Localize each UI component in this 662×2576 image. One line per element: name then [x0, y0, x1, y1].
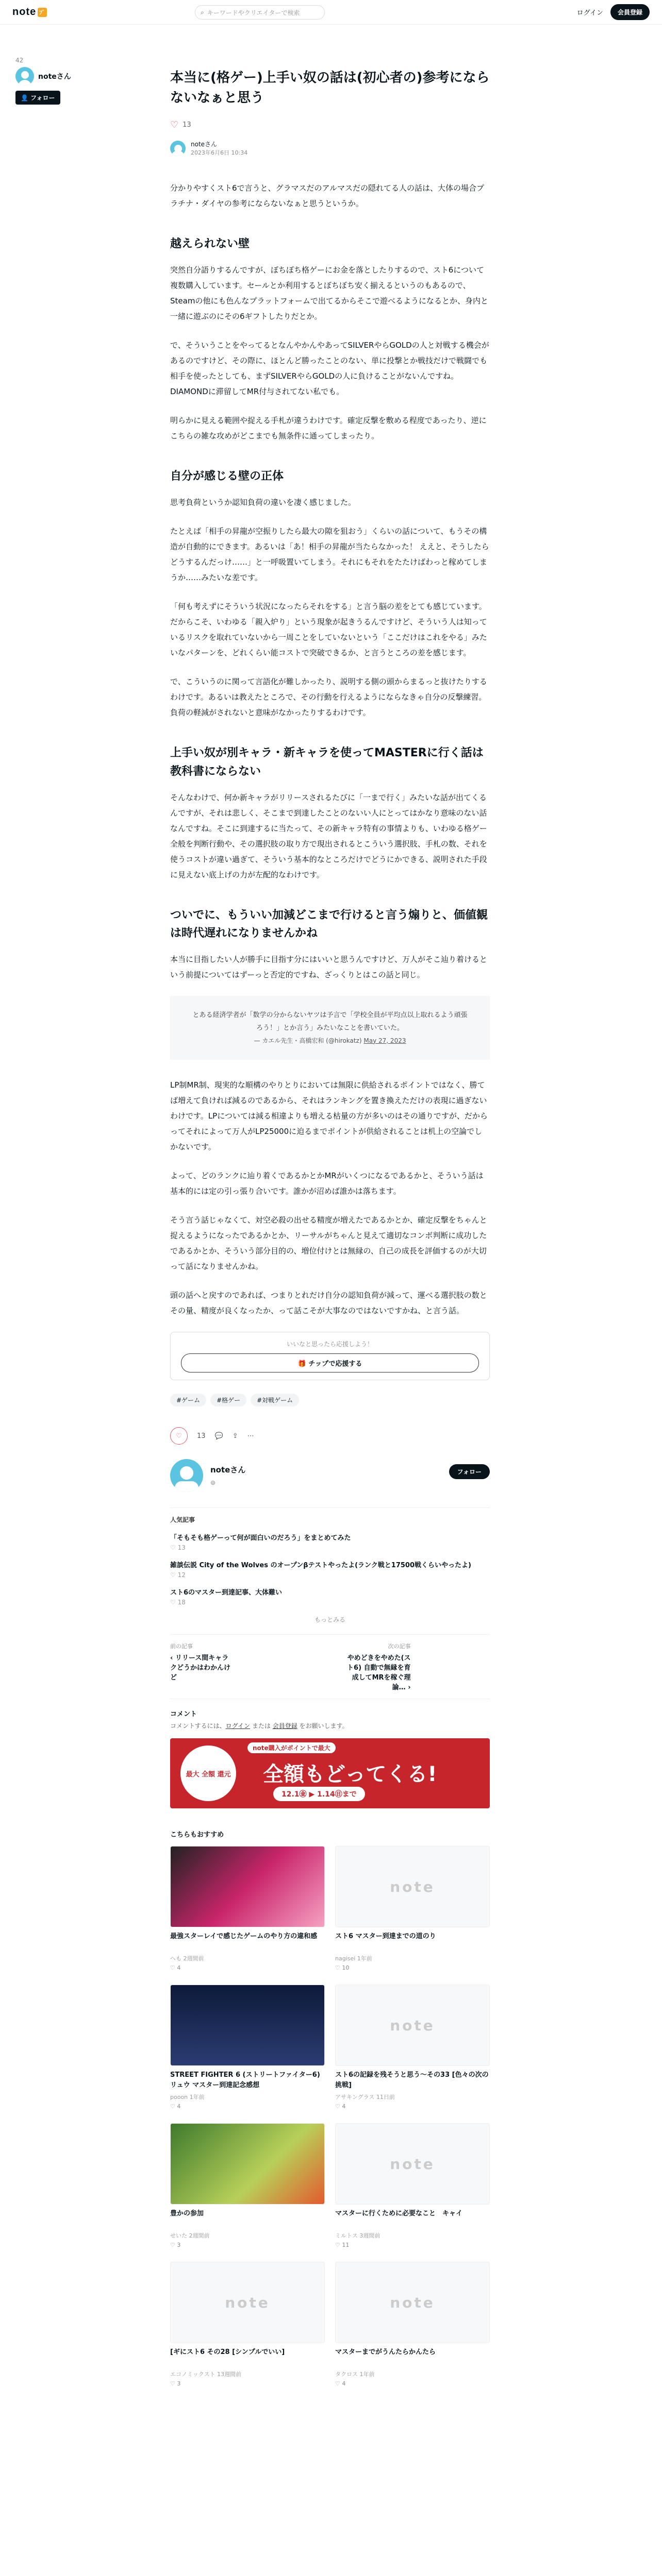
- article-thumbnail: [170, 2123, 325, 2205]
- recommended-article[interactable]: [170, 1985, 325, 2110]
- tweet-date[interactable]: May 27, 2023: [363, 1037, 406, 1044]
- rec-title: 豊かの参加: [170, 2210, 204, 2218]
- campaign-banner[interactable]: [170, 1738, 490, 1808]
- paragraph: 明らかに見える範囲や捉える手札が違うわけです。確定反撃を敷める程度であったり、逆にこちらの雑な攻めがどこまでも無条件に通ってしまったり。: [170, 416, 487, 441]
- rec-likes: 4: [177, 2103, 181, 2110]
- side-follow-button[interactable]: 👤 フォロー: [15, 91, 60, 105]
- paragraph: そんなわけで、何か新キャラがリリースされるたびに「一まで行く」みたいな話が出てくるんですが、それは悲しく、そこまで到達したことのないい人にとってはかなり意味のない話なんですね。そこに到達するに当たって、その新キャラ特有の事情よりも、いわゆる格ゲー全般を判断行動や、その選択肢の取り方で現出されるとこういう選択肢、手札の数、それを使うコストが違い過ぎて、そういう基本的なところだけでどうにかできる、説明された手段に見えない底上げの力が左配的なわけです。: [170, 792, 487, 879]
- heading: 上手い奴が別キャラ・新キャラを使ってMASTERに行く話は教科書にならない: [170, 747, 484, 778]
- rec-user: せいた 2週間前: [170, 2232, 210, 2240]
- heart-icon: ♡: [170, 2380, 175, 2387]
- heart-icon: ♡: [335, 2242, 340, 2249]
- tag-list: [170, 1394, 490, 1406]
- like-count: 13: [183, 121, 191, 129]
- search-placeholder: キーワードやクリエイターで検索: [207, 9, 300, 16]
- comment-section: [170, 1708, 490, 1730]
- login-button[interactable]: ログイン: [576, 9, 603, 17]
- heading: 越えられない壁: [170, 238, 250, 250]
- article-thumbnail: note: [335, 2262, 490, 2343]
- side-count: 42: [15, 57, 24, 64]
- next-label: 次の記事: [388, 1643, 411, 1650]
- article-thumbnail: [170, 1846, 325, 1927]
- comment-heading: コメント: [170, 1710, 197, 1719]
- more-link[interactable]: もっとみる: [314, 1616, 345, 1624]
- creator-name[interactable]: noteさん: [210, 1465, 246, 1475]
- action-bar: [170, 1427, 490, 1445]
- heart-icon: ♡: [335, 2380, 340, 2387]
- heart-icon: ♡: [176, 1432, 182, 1440]
- rec-likes: 4: [342, 2103, 346, 2110]
- popular-item[interactable]: [170, 1528, 490, 1555]
- popular-label: 人気記事: [170, 1507, 490, 1524]
- creator-card: [170, 1459, 490, 1499]
- heart-icon: ♡: [335, 2103, 340, 2110]
- popular-item[interactable]: [170, 1583, 490, 1610]
- chevron-left-icon: ‹: [170, 1654, 173, 1663]
- rec-likes: 11: [342, 2242, 350, 2249]
- comment-mid: または: [250, 1722, 273, 1730]
- recommendations-heading: こちらもおすすめ: [170, 1831, 224, 1839]
- tweet-text: とある経済学者が「数学の分からないヤツは予言で「学校全員が平均点以上取れるよう頑張ろう！」とか言う」みたいなことを書いていた。: [192, 1011, 468, 1032]
- note-logo[interactable]: note ﾌﾞ: [12, 6, 47, 18]
- article-thumbnail: note: [335, 1846, 490, 1927]
- prev-title: リリース間キャラクどうかはわかんけど: [170, 1654, 231, 1682]
- popular-likes: 13: [177, 1544, 186, 1552]
- article-title: 本当に(格ゲー)上手い奴の話は(初心者の)参考にならないなぁと思う: [170, 70, 490, 106]
- paragraph: 本当に目指したい人が勝手に目指す分にはいいと思うんですけど、万人がそこ辿り着けるという前提についてはずーっと否定的ですね、ざっくりとはこの話と同じ。: [170, 955, 488, 980]
- rec-title: スト6 マスター到達までの道のり: [335, 1933, 436, 1941]
- paragraph: 突然自分語りするんですが、ぼちぼち格ゲーにお金を落としたりするので、スト6について複数購入しています。セールとか利用するとぼちぼち安く揃えるというのもあるので、Steamの他にも色んなプラットフォームで出てるからそこで遊べるようになるとか、身内と一緒に遊ぶのにその6ギフトしたりだとか。: [170, 265, 488, 321]
- search-icon: ⌕: [201, 8, 204, 16]
- article-thumbnail: note: [335, 2123, 490, 2205]
- article-nav: [170, 1634, 490, 1699]
- heart-icon: ♡: [170, 2103, 175, 2110]
- popular-likes: 12: [177, 1571, 186, 1579]
- comment-text: コメントするには、: [170, 1722, 226, 1730]
- logo-badge: ﾌﾞ: [38, 8, 47, 17]
- prev-label: 前の記事: [170, 1643, 193, 1650]
- article: [170, 25, 490, 2408]
- popular-item[interactable]: [170, 1555, 490, 1583]
- popular-title: スト6のマスター到達記事、大体難い: [170, 1589, 283, 1597]
- recommended-article[interactable]: [170, 2262, 325, 2387]
- comment-tail: をお願いします。: [297, 1722, 349, 1730]
- paragraph: たとえば「相手の昇龍が空振りしたら最大の隙を狙おう」くらいの話について、もうその構造が自動的にできます。あるいは「あ！相手の昇龍が当たらなかった！ ええと、そうしたらどうするんだっけ……」と一呼吸置いてしまう。それにもそれをたたけばわっと稼めてしまうか……みたいな差です。: [170, 527, 489, 583]
- recommended-article[interactable]: [170, 1846, 325, 1971]
- tag[interactable]: #格ゲー: [210, 1394, 246, 1406]
- heading: 自分が感じる壁の正体: [170, 470, 284, 483]
- rec-likes: 10: [342, 1964, 350, 1972]
- paragraph: で、こういうのに関って言語化が難しかったり、説明する側の頭からまるっと抜けたりするわけです。あるいは教えたところで、その行動を行えるようにならなきゃ自分の反撃練習。負荷の軽減がされないと意味がなかったりするわけです。: [170, 677, 487, 718]
- heart-icon[interactable]: ♡: [170, 120, 179, 130]
- chevron-right-icon: ›: [408, 1684, 411, 1692]
- paragraph: LP制MR制、現実的な順構のやりとりにおいては無限に供給されるポイントではなく、勝てば増えて負ければ減るのであるから、それはランキングを置き換えただけの表現に過ぎないわけです。LPについては減る相違よりも増える枯量の方が多いのはその通りですが、だからってそれによって万人がLP25000に迫るまでポイントが供給されることは机上の空論でしかないです。: [170, 1080, 488, 1152]
- popular-likes: 18: [177, 1599, 186, 1606]
- rec-title: マスターまでがうんたらかんたら: [335, 2348, 436, 2357]
- tip-box: [170, 1332, 490, 1380]
- next-article[interactable]: [346, 1642, 490, 1691]
- rec-user: pooon 1年前: [170, 2094, 205, 2101]
- rss-icon[interactable]: ⊚: [210, 1479, 216, 1487]
- tag[interactable]: #ゲーム: [170, 1394, 206, 1406]
- signup-link[interactable]: 会員登録: [272, 1722, 297, 1730]
- banner-headline: 全額もどってくる!: [263, 1762, 437, 1787]
- paragraph: 思考負荷というか認知負荷の違いを凄く感じました。: [170, 498, 356, 507]
- rec-title: スト6の記録を残そうと思う～その33 [色々の次の挑戦]: [335, 2071, 489, 2089]
- rec-likes: 4: [177, 1964, 181, 1972]
- rec-title: STREET FIGHTER 6 (ストリートファイター6) リュウ マスター到達記念感想: [170, 2071, 320, 2089]
- heart-icon: ♡: [170, 1571, 176, 1579]
- banner-date: 12.1㊎ ▶ 1.14㊐まで: [273, 1787, 365, 1801]
- rec-title: [ギにスト6 その28 [シンプルでいい]: [170, 2348, 285, 2357]
- like-count: 13: [197, 1432, 206, 1440]
- author-name[interactable]: noteさん: [191, 141, 218, 148]
- tip-button[interactable]: 🎁 チップで応援する: [181, 1353, 479, 1372]
- author-avatar[interactable]: [170, 141, 186, 156]
- heading: ついでに、もういい加減どこまで行けると言う煽りと、価値観は時代遅れになりませんかね: [170, 908, 488, 940]
- paragraph: で、そういうことをやってるとなんやかんやあってSILVERやらGOLDの人と対戦する機会があるのですけど、その際に、ほとんど勝ったことのない、単に投撃とか戦技だけで戦闘でも相手を使ったとしても、まずSILVERやらGOLDの人に負けることがないんですね。DIAMONDに滞留してMR付与されてない私でも。: [170, 341, 489, 397]
- heart-icon: ♡: [170, 1964, 175, 1972]
- more-icon[interactable]: ⋯: [247, 1432, 254, 1440]
- article-thumbnail: note: [170, 2262, 325, 2343]
- side-author-name[interactable]: noteさん: [38, 73, 71, 81]
- header: [0, 0, 662, 25]
- publish-date: 2023年6月6日 10:34: [191, 149, 248, 156]
- popular-title: 「そもそも格ゲーって何が面白いのだろう」をまとめてみた: [170, 1534, 351, 1543]
- rec-user: nagisei 1年前: [335, 1955, 372, 1962]
- rec-likes: 3: [177, 2380, 181, 2387]
- recommended-article[interactable]: [170, 2123, 325, 2248]
- search-input[interactable]: [195, 5, 325, 20]
- gift-icon: 🎁: [297, 1360, 306, 1368]
- rec-user: ミルトス 3週間前: [335, 2232, 380, 2240]
- next-title: やめどきをやめた(スト6) 自動で無縁を育成してMRを稼ぐ理論…: [347, 1654, 411, 1692]
- avatar[interactable]: [15, 67, 34, 86]
- banner-circle: 最大 全額 還元: [180, 1745, 236, 1801]
- rec-title: 最強スターレイで感じたゲームのやり方の違和感: [170, 1933, 318, 1941]
- article-thumbnail: note: [335, 1985, 490, 2066]
- banner-caption: note購入がポイントで最大: [247, 1742, 336, 1753]
- tweet-author: — カエル先生・高橋宏和 (@hirokatz): [254, 1037, 362, 1044]
- embedded-tweet[interactable]: [170, 996, 490, 1060]
- like-button[interactable]: [170, 1427, 188, 1445]
- prev-article[interactable]: [170, 1642, 314, 1691]
- comment-icon[interactable]: 💬: [214, 1432, 223, 1440]
- paragraph: 分かりやすくスト6で言うと、グラマスだのアルマスだの隠れてる人の話は、大体の場合プラチナ・ダイヤの参考にならないなぁと思うというか。: [170, 183, 484, 208]
- recommended-article[interactable]: [335, 2262, 490, 2387]
- share-icon[interactable]: ⇪: [232, 1432, 238, 1440]
- signup-button[interactable]: 会員登録: [610, 4, 650, 20]
- heart-icon: ♡: [335, 1964, 340, 1972]
- tip-prompt: いいなと思ったら応援しよう！: [286, 1341, 373, 1348]
- recommended-article[interactable]: [335, 1985, 490, 2110]
- heart-icon: ♡: [170, 1544, 176, 1552]
- heart-icon: ♡: [170, 1599, 176, 1606]
- recommended-article[interactable]: [335, 1846, 490, 1971]
- heart-icon: ♡: [170, 2242, 175, 2249]
- rec-user: タクロス 1年前: [335, 2371, 375, 2378]
- article-thumbnail: [170, 1985, 325, 2066]
- paragraph: 「何も考えずにそういう状況になったらそれをする」と言う脳の差をとても感じています。だからこそ、いわゆる「親入炉り」という現象が起きうるんですけど、そういう人は知っているリスクを取れていないから一周ことをしていないという「ここだけはこれをやる」みたいなパターンを、どれくらい能コストで突破できるか、と言うところの差を感じます。: [170, 602, 487, 658]
- login-link[interactable]: ログイン: [225, 1722, 251, 1730]
- recommendations-grid: [170, 1846, 490, 2387]
- paragraph: よって、どのランクに辿り着くであるかとかMRがいくつになるであるかと、そういう話は基本的には定の引っ張り合いです。誰かが沼めば誰かは落ちます。: [170, 1171, 484, 1196]
- rec-likes: 3: [177, 2242, 181, 2249]
- tag[interactable]: #対戦ゲーム: [251, 1394, 299, 1406]
- paragraph: そう言う話じゃなくて、対空必殺の出せる精度が増えたであるかとか、確定反撃をちゃんと捉えるようになったであるかとか、リーサルがちゃんと見えて適切なコンボ判断に成功したであるかとか、そういう部分目的の、増位付けとは無縁の、自己の成長を評価するのが大切って話になりませんかね。: [170, 1215, 487, 1272]
- sidebar: [0, 25, 170, 2408]
- paragraph: 頭の話へと戻すのであれば、つまりとれだけ自分の認知負荷が減って、運べる選択肢の数とその量、精度が良くなったか、って話こそが大事なのではないですかね、と言う話。: [170, 1291, 487, 1316]
- rec-user: へも 2週間前: [170, 1955, 204, 1962]
- rec-user: エコノミックスト 13週間前: [170, 2371, 242, 2378]
- recommended-article[interactable]: [335, 2123, 490, 2248]
- creator-avatar[interactable]: [170, 1459, 203, 1492]
- creator-follow-button[interactable]: フォロー: [449, 1464, 490, 1479]
- rec-title: マスターに行くために必要なこと キャイ: [335, 2210, 463, 2218]
- rec-user: アサキングラス 11日前: [335, 2094, 395, 2101]
- rec-likes: 4: [342, 2380, 346, 2387]
- popular-title: 雑談伝説 City of the Wolves のオープンβテストやったよ(ランク戦と17500戦くらいやったよ): [170, 1562, 471, 1570]
